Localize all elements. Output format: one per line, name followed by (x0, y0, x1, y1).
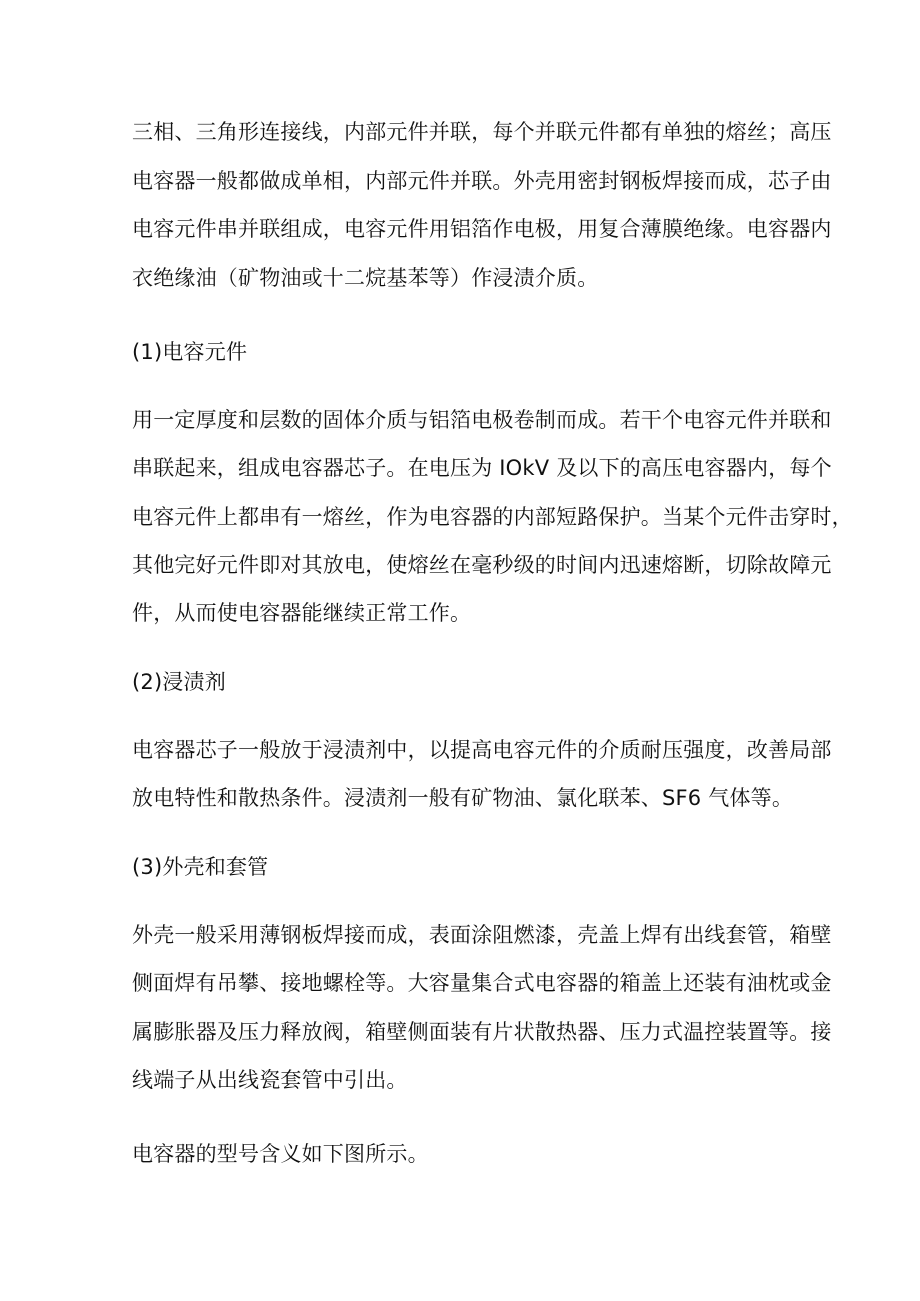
section-heading-3: (3)外壳和套管 (132, 855, 269, 879)
paragraph-2-line-5: 件，从而使电容器能继续正常工作。 (132, 601, 472, 625)
paragraph-2-line-1: 用一定厚度和层数的固体介质与铝箔电极卷制而成。若干个电容元件并联和 (132, 408, 832, 432)
paragraph-3-line-1: 电容器芯子一般放于浸渍剂中，以提高电容元件的介质耐压强度，改善局部 (132, 738, 832, 762)
paragraph-2-line-4: 其他完好元件即对其放电，使熔丝在毫秒级的时间内迅速熔断，切除故障元 (132, 553, 832, 577)
paragraph-4-line-3: 属膨胀器及压力释放阀，箱壁侧面装有片状散热器、压力式温控装置等。接 (132, 1020, 832, 1044)
paragraph-5-line-1: 电容器的型号含义如下图所示。 (132, 1142, 429, 1166)
paragraph-1-line-3: 电容元件串并联组成，电容元件用铝箔作电极，用复合薄膜绝缘。电容器内 (132, 217, 832, 241)
paragraph-2-line-2: 串联起来，组成电容器芯子。在电压为 IOkV 及以下的高压电容器内，每个 (132, 456, 832, 480)
paragraph-4-line-2: 侧面焊有吊攀、接地螺栓等。大容量集合式电容器的箱盖上还装有油枕或金 (132, 971, 832, 995)
paragraph-1-line-1: 三相、三角形连接线，内部元件并联，每个并联元件都有单独的熔丝；高压 (132, 120, 832, 144)
paragraph-1-line-2: 电容器一般都做成单相，内部元件并联。外壳用密封钢板焊接而成，芯子由 (132, 169, 832, 193)
paragraph-3-line-2: 放电特性和散热条件。浸渍剂一般有矿物油、氯化联苯、SF6 气体等。 (132, 786, 794, 810)
paragraph-2-line-3: 电容元件上都串有一熔丝，作为电容器的内部短路保护。当某个元件击穿时， (132, 505, 853, 529)
section-heading-2: (2)浸渍剂 (132, 670, 226, 694)
paragraph-4-line-4: 线端子从出线瓷套管中引出。 (132, 1068, 408, 1092)
section-heading-1: (1)电容元件 (132, 340, 248, 364)
paragraph-4-line-1: 外壳一般采用薄钢板焊接而成，表面涂阻燃漆，壳盖上焊有出线套管，箱壁 (132, 923, 832, 947)
paragraph-1-line-4: 衣绝缘油（矿物油或十二烷基苯等）作浸渍介质。 (132, 266, 599, 290)
